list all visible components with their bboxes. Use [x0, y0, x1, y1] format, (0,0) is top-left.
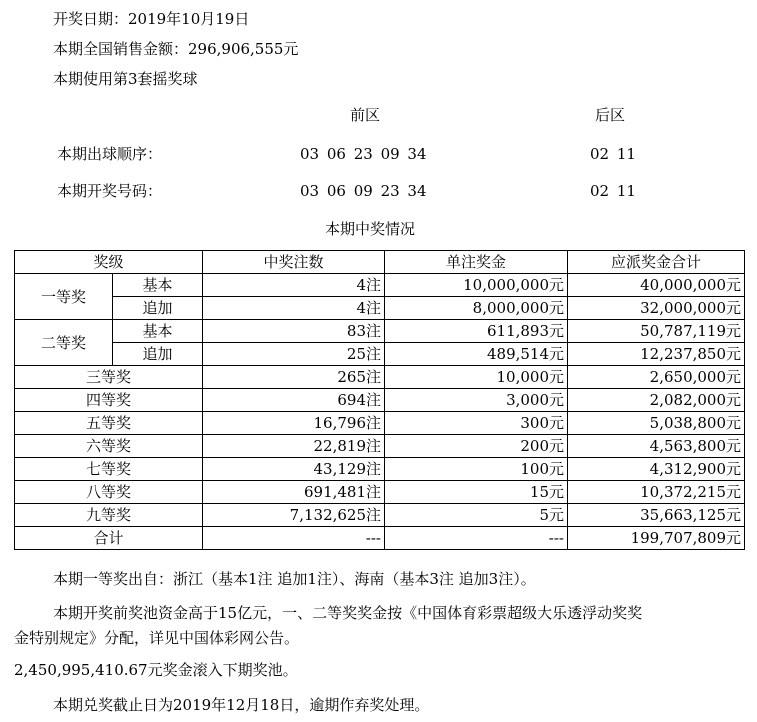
prize-total: 10,372,215元: [568, 481, 745, 504]
sum-total: 199,707,809元: [568, 527, 745, 550]
prize-count: 7,132,625注: [203, 504, 385, 527]
first-extra-count: 4注: [203, 297, 385, 320]
prize-total: 4,563,800元: [568, 435, 745, 458]
sum-prize: ---: [385, 527, 568, 550]
claim-deadline: 本期兑奖截止日为2019年12月18日，逾期作弃奖处理。: [53, 696, 430, 714]
sales-amount: 本期全国销售金额：296,906,555元: [53, 40, 299, 58]
table-row: [15, 343, 745, 366]
prize-amount: 15元: [385, 481, 568, 504]
first-prize-name: 一等奖: [15, 274, 113, 320]
prize-level-name: 四等奖: [15, 389, 203, 412]
second-extra-total: 12,237,850元: [568, 343, 745, 366]
first-basic-total: 40,000,000元: [568, 274, 745, 297]
second-prize-name: 二等奖: [15, 320, 113, 366]
prize-level-name: 三等奖: [15, 366, 203, 389]
pool-note-line1: 本期开奖前奖池资金高于15亿元，一、二等奖奖金按《中国体育彩票超级大乐透浮动奖奖: [53, 604, 643, 622]
second-extra-prize: 489,514元: [385, 343, 568, 366]
first-prize-origin: 本期一等奖出自：浙江（基本1注 追加1注）、海南（基本3注 追加3注）。: [53, 570, 536, 588]
rollover-note: 2,450,995,410.67元奖金滚入下期奖池。: [14, 661, 298, 679]
winning-numbers-back: 02 11: [590, 182, 636, 200]
prize-amount: 200元: [385, 435, 568, 458]
front-zone-label: 前区: [350, 106, 381, 124]
table-header-row: [15, 251, 745, 274]
table-row: [15, 458, 745, 481]
prize-count: 43,129注: [203, 458, 385, 481]
table-row: [15, 274, 745, 297]
table-row: [15, 412, 745, 435]
table-row: [15, 435, 745, 458]
prize-level-name: 八等奖: [15, 481, 203, 504]
prize-amount: 3,000元: [385, 389, 568, 412]
table-row: [15, 481, 745, 504]
second-basic-total: 50,787,119元: [568, 320, 745, 343]
draw-order-back: 02 11: [590, 145, 636, 163]
prize-amount: 300元: [385, 412, 568, 435]
draw-order-front: 03 06 23 09 34: [300, 145, 427, 163]
prize-amount: 10,000元: [385, 366, 568, 389]
prize-total: 5,038,800元: [568, 412, 745, 435]
prize-amount: 100元: [385, 458, 568, 481]
first-basic-type: 基本: [113, 274, 203, 297]
first-extra-type: 追加: [113, 297, 203, 320]
prize-count: 265注: [203, 366, 385, 389]
first-basic-count: 4注: [203, 274, 385, 297]
prize-amount: 5元: [385, 504, 568, 527]
prize-level-name: 六等奖: [15, 435, 203, 458]
winning-numbers-front: 03 06 09 23 34: [300, 182, 427, 200]
sum-label: 合计: [15, 527, 203, 550]
header-level: 奖级: [15, 251, 203, 274]
second-basic-count: 83注: [203, 320, 385, 343]
prize-count: 16,796注: [203, 412, 385, 435]
table-row: [15, 504, 745, 527]
draw-order-label: 本期出球顺序：: [57, 145, 163, 163]
prize-count: 694注: [203, 389, 385, 412]
prize-level-name: 七等奖: [15, 458, 203, 481]
prize-total: 2,650,000元: [568, 366, 745, 389]
prize-total: 4,312,900元: [568, 458, 745, 481]
prize-level-name: 五等奖: [15, 412, 203, 435]
table-sum-row: [15, 527, 745, 550]
ball-set: 本期使用第3套摇奖球: [53, 70, 198, 88]
first-basic-prize: 10,000,000元: [385, 274, 568, 297]
second-basic-prize: 611,893元: [385, 320, 568, 343]
header-total: 应派奖金合计: [568, 251, 745, 274]
second-extra-type: 追加: [113, 343, 203, 366]
prize-total: 35,663,125元: [568, 504, 745, 527]
first-extra-total: 32,000,000元: [568, 297, 745, 320]
prize-count: 22,819注: [203, 435, 385, 458]
sum-count: ---: [203, 527, 385, 550]
prize-level-name: 九等奖: [15, 504, 203, 527]
header-prize: 单注奖金: [385, 251, 568, 274]
prize-total: 2,082,000元: [568, 389, 745, 412]
table-row: [15, 389, 745, 412]
header-count: 中奖注数: [203, 251, 385, 274]
second-basic-type: 基本: [113, 320, 203, 343]
table-row: [15, 320, 745, 343]
second-extra-count: 25注: [203, 343, 385, 366]
table-row: [15, 297, 745, 320]
winning-numbers-label: 本期开奖号码：: [57, 182, 163, 200]
draw-date: 开奖日期：2019年10月19日: [53, 10, 250, 28]
prize-table: [14, 250, 745, 550]
back-zone-label: 后区: [595, 106, 626, 124]
table-row: [15, 366, 745, 389]
first-extra-prize: 8,000,000元: [385, 297, 568, 320]
table-title: 本期中奖情况: [325, 220, 416, 238]
pool-note-line2: 金特别规定》分配，详见中国体彩网公告。: [14, 629, 300, 647]
prize-count: 691,481注: [203, 481, 385, 504]
